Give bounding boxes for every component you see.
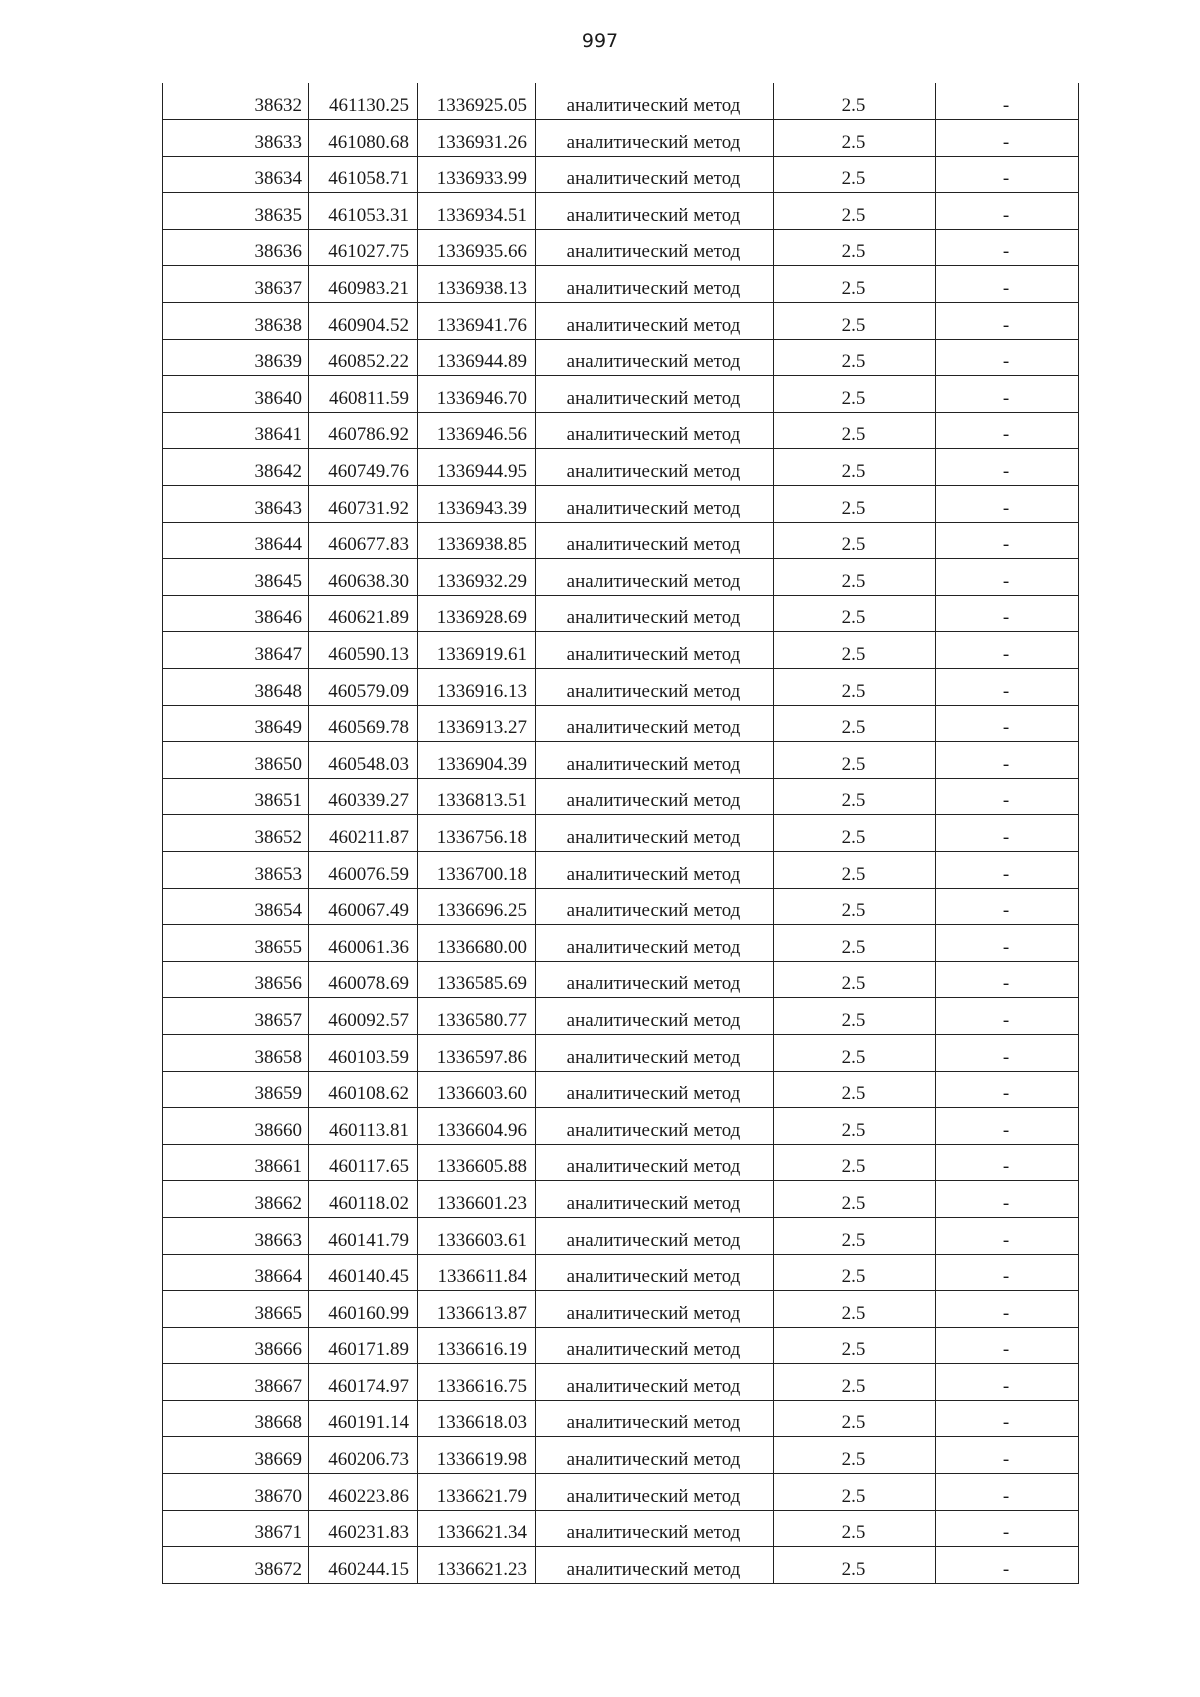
note-cell: - [936, 669, 1079, 706]
method-cell: аналитический метод [536, 1217, 774, 1254]
y-coordinate-cell: 1336916.13 [418, 669, 536, 706]
method-cell: аналитический метод [536, 705, 774, 742]
y-coordinate-cell: 1336913.27 [418, 705, 536, 742]
note-cell: - [936, 925, 1079, 962]
y-coordinate-cell: 1336613.87 [418, 1291, 536, 1328]
table-row [163, 339, 1079, 376]
accuracy-cell: 2.5 [774, 1108, 936, 1145]
x-coordinate-cell: 460223.86 [309, 1474, 418, 1511]
y-coordinate-cell: 1336756.18 [418, 815, 536, 852]
method-cell: аналитический метод [536, 486, 774, 523]
point-number-cell: 38642 [163, 449, 309, 486]
table-row [163, 266, 1079, 303]
method-cell: аналитический метод [536, 266, 774, 303]
point-number-cell: 38652 [163, 815, 309, 852]
y-coordinate-cell: 1336619.98 [418, 1437, 536, 1474]
y-coordinate-cell: 1336603.60 [418, 1071, 536, 1108]
table-row [163, 1108, 1079, 1145]
accuracy-cell: 2.5 [774, 1071, 936, 1108]
point-number-cell: 38645 [163, 559, 309, 596]
x-coordinate-cell: 460078.69 [309, 961, 418, 998]
x-coordinate-cell: 460786.92 [309, 412, 418, 449]
note-cell: - [936, 961, 1079, 998]
method-cell: аналитический метод [536, 1364, 774, 1401]
table-row [163, 705, 1079, 742]
x-coordinate-cell: 460244.15 [309, 1547, 418, 1584]
x-coordinate-cell: 460231.83 [309, 1510, 418, 1547]
table-row [163, 998, 1079, 1035]
table-row [163, 193, 1079, 230]
accuracy-cell: 2.5 [774, 412, 936, 449]
point-number-cell: 38658 [163, 1034, 309, 1071]
table-row [163, 778, 1079, 815]
note-cell: - [936, 1510, 1079, 1547]
note-cell: - [936, 449, 1079, 486]
point-number-cell: 38637 [163, 266, 309, 303]
accuracy-cell: 2.5 [774, 1034, 936, 1071]
point-number-cell: 38661 [163, 1144, 309, 1181]
y-coordinate-cell: 1336585.69 [418, 961, 536, 998]
x-coordinate-cell: 460171.89 [309, 1327, 418, 1364]
point-number-cell: 38657 [163, 998, 309, 1035]
y-coordinate-cell: 1336919.61 [418, 632, 536, 669]
accuracy-cell: 2.5 [774, 742, 936, 779]
point-number-cell: 38662 [163, 1181, 309, 1218]
accuracy-cell: 2.5 [774, 120, 936, 157]
y-coordinate-cell: 1336943.39 [418, 486, 536, 523]
point-number-cell: 38646 [163, 595, 309, 632]
coordinates-table [162, 83, 1079, 1584]
y-coordinate-cell: 1336611.84 [418, 1254, 536, 1291]
y-coordinate-cell: 1336938.85 [418, 522, 536, 559]
accuracy-cell: 2.5 [774, 156, 936, 193]
method-cell: аналитический метод [536, 1034, 774, 1071]
note-cell: - [936, 1437, 1079, 1474]
method-cell: аналитический метод [536, 229, 774, 266]
note-cell: - [936, 1327, 1079, 1364]
note-cell: - [936, 193, 1079, 230]
y-coordinate-cell: 1336603.61 [418, 1217, 536, 1254]
accuracy-cell: 2.5 [774, 1547, 936, 1584]
note-cell: - [936, 1291, 1079, 1328]
method-cell: аналитический метод [536, 376, 774, 413]
point-number-cell: 38656 [163, 961, 309, 998]
table-row [163, 1071, 1079, 1108]
note-cell: - [936, 705, 1079, 742]
note-cell: - [936, 83, 1079, 120]
y-coordinate-cell: 1336696.25 [418, 888, 536, 925]
method-cell: аналитический метод [536, 742, 774, 779]
x-coordinate-cell: 460067.49 [309, 888, 418, 925]
y-coordinate-cell: 1336621.23 [418, 1547, 536, 1584]
point-number-cell: 38671 [163, 1510, 309, 1547]
y-coordinate-cell: 1336935.66 [418, 229, 536, 266]
table-row [163, 1254, 1079, 1291]
point-number-cell: 38644 [163, 522, 309, 559]
accuracy-cell: 2.5 [774, 193, 936, 230]
method-cell: аналитический метод [536, 339, 774, 376]
x-coordinate-cell: 461130.25 [309, 83, 418, 120]
method-cell: аналитический метод [536, 669, 774, 706]
note-cell: - [936, 1217, 1079, 1254]
table-body [163, 83, 1079, 1583]
table-row [163, 1144, 1079, 1181]
table-row [163, 229, 1079, 266]
table-row [163, 632, 1079, 669]
method-cell: аналитический метод [536, 522, 774, 559]
method-cell: аналитический метод [536, 1254, 774, 1291]
accuracy-cell: 2.5 [774, 1364, 936, 1401]
table-row [163, 1510, 1079, 1547]
x-coordinate-cell: 460983.21 [309, 266, 418, 303]
note-cell: - [936, 1364, 1079, 1401]
x-coordinate-cell: 460590.13 [309, 632, 418, 669]
point-number-cell: 38635 [163, 193, 309, 230]
accuracy-cell: 2.5 [774, 1217, 936, 1254]
accuracy-cell: 2.5 [774, 1254, 936, 1291]
point-number-cell: 38638 [163, 303, 309, 340]
accuracy-cell: 2.5 [774, 1400, 936, 1437]
accuracy-cell: 2.5 [774, 449, 936, 486]
y-coordinate-cell: 1336621.34 [418, 1510, 536, 1547]
method-cell: аналитический метод [536, 1108, 774, 1145]
table-row [163, 1547, 1079, 1584]
table-row [163, 1437, 1079, 1474]
table-row [163, 851, 1079, 888]
method-cell: аналитический метод [536, 1474, 774, 1511]
y-coordinate-cell: 1336680.00 [418, 925, 536, 962]
method-cell: аналитический метод [536, 1400, 774, 1437]
x-coordinate-cell: 460339.27 [309, 778, 418, 815]
point-number-cell: 38643 [163, 486, 309, 523]
x-coordinate-cell: 460731.92 [309, 486, 418, 523]
point-number-cell: 38632 [163, 83, 309, 120]
accuracy-cell: 2.5 [774, 1474, 936, 1511]
y-coordinate-cell: 1336934.51 [418, 193, 536, 230]
accuracy-cell: 2.5 [774, 1181, 936, 1218]
y-coordinate-cell: 1336601.23 [418, 1181, 536, 1218]
table-row [163, 120, 1079, 157]
point-number-cell: 38649 [163, 705, 309, 742]
method-cell: аналитический метод [536, 1510, 774, 1547]
accuracy-cell: 2.5 [774, 778, 936, 815]
table-row [163, 522, 1079, 559]
page-number: 997 [581, 30, 619, 52]
note-cell: - [936, 1474, 1079, 1511]
note-cell: - [936, 559, 1079, 596]
note-cell: - [936, 229, 1079, 266]
x-coordinate-cell: 460191.14 [309, 1400, 418, 1437]
y-coordinate-cell: 1336605.88 [418, 1144, 536, 1181]
table-row [163, 1327, 1079, 1364]
accuracy-cell: 2.5 [774, 229, 936, 266]
method-cell: аналитический метод [536, 815, 774, 852]
x-coordinate-cell: 460638.30 [309, 559, 418, 596]
note-cell: - [936, 815, 1079, 852]
method-cell: аналитический метод [536, 925, 774, 962]
note-cell: - [936, 1071, 1079, 1108]
method-cell: аналитический метод [536, 888, 774, 925]
x-coordinate-cell: 460749.76 [309, 449, 418, 486]
point-number-cell: 38659 [163, 1071, 309, 1108]
point-number-cell: 38668 [163, 1400, 309, 1437]
accuracy-cell: 2.5 [774, 376, 936, 413]
y-coordinate-cell: 1336616.19 [418, 1327, 536, 1364]
x-coordinate-cell: 461053.31 [309, 193, 418, 230]
method-cell: аналитический метод [536, 1327, 774, 1364]
table-row [163, 1217, 1079, 1254]
note-cell: - [936, 120, 1079, 157]
x-coordinate-cell: 460160.99 [309, 1291, 418, 1328]
point-number-cell: 38672 [163, 1547, 309, 1584]
method-cell: аналитический метод [536, 1291, 774, 1328]
y-coordinate-cell: 1336618.03 [418, 1400, 536, 1437]
note-cell: - [936, 266, 1079, 303]
point-number-cell: 38650 [163, 742, 309, 779]
x-coordinate-cell: 460548.03 [309, 742, 418, 779]
note-cell: - [936, 156, 1079, 193]
method-cell: аналитический метод [536, 303, 774, 340]
accuracy-cell: 2.5 [774, 1291, 936, 1328]
y-coordinate-cell: 1336946.56 [418, 412, 536, 449]
accuracy-cell: 2.5 [774, 1437, 936, 1474]
x-coordinate-cell: 460569.78 [309, 705, 418, 742]
note-cell: - [936, 1144, 1079, 1181]
x-coordinate-cell: 460061.36 [309, 925, 418, 962]
y-coordinate-cell: 1336925.05 [418, 83, 536, 120]
x-coordinate-cell: 460211.87 [309, 815, 418, 852]
table-row [163, 1364, 1079, 1401]
accuracy-cell: 2.5 [774, 851, 936, 888]
table-row [163, 1291, 1079, 1328]
accuracy-cell: 2.5 [774, 595, 936, 632]
y-coordinate-cell: 1336904.39 [418, 742, 536, 779]
y-coordinate-cell: 1336813.51 [418, 778, 536, 815]
point-number-cell: 38647 [163, 632, 309, 669]
method-cell: аналитический метод [536, 412, 774, 449]
x-coordinate-cell: 460852.22 [309, 339, 418, 376]
note-cell: - [936, 1034, 1079, 1071]
x-coordinate-cell: 460108.62 [309, 1071, 418, 1108]
x-coordinate-cell: 460904.52 [309, 303, 418, 340]
point-number-cell: 38660 [163, 1108, 309, 1145]
accuracy-cell: 2.5 [774, 998, 936, 1035]
note-cell: - [936, 1400, 1079, 1437]
table-row [163, 888, 1079, 925]
table-row [163, 1034, 1079, 1071]
table-row [163, 559, 1079, 596]
table-row [163, 156, 1079, 193]
accuracy-cell: 2.5 [774, 83, 936, 120]
table-row [163, 376, 1079, 413]
note-cell: - [936, 1547, 1079, 1584]
point-number-cell: 38648 [163, 669, 309, 706]
point-number-cell: 38651 [163, 778, 309, 815]
point-number-cell: 38639 [163, 339, 309, 376]
x-coordinate-cell: 460076.59 [309, 851, 418, 888]
note-cell: - [936, 376, 1079, 413]
accuracy-cell: 2.5 [774, 303, 936, 340]
table-row [163, 412, 1079, 449]
accuracy-cell: 2.5 [774, 559, 936, 596]
accuracy-cell: 2.5 [774, 925, 936, 962]
method-cell: аналитический метод [536, 1437, 774, 1474]
y-coordinate-cell: 1336616.75 [418, 1364, 536, 1401]
table-row [163, 595, 1079, 632]
x-coordinate-cell: 460117.65 [309, 1144, 418, 1181]
note-cell: - [936, 486, 1079, 523]
table-row [163, 1474, 1079, 1511]
table-row [163, 1181, 1079, 1218]
y-coordinate-cell: 1336938.13 [418, 266, 536, 303]
method-cell: аналитический метод [536, 1071, 774, 1108]
method-cell: аналитический метод [536, 778, 774, 815]
point-number-cell: 38669 [163, 1437, 309, 1474]
y-coordinate-cell: 1336580.77 [418, 998, 536, 1035]
accuracy-cell: 2.5 [774, 1144, 936, 1181]
x-coordinate-cell: 460118.02 [309, 1181, 418, 1218]
method-cell: аналитический метод [536, 632, 774, 669]
table-row [163, 925, 1079, 962]
method-cell: аналитический метод [536, 1547, 774, 1584]
y-coordinate-cell: 1336944.89 [418, 339, 536, 376]
y-coordinate-cell: 1336621.79 [418, 1474, 536, 1511]
note-cell: - [936, 888, 1079, 925]
y-coordinate-cell: 1336941.76 [418, 303, 536, 340]
method-cell: аналитический метод [536, 193, 774, 230]
y-coordinate-cell: 1336944.95 [418, 449, 536, 486]
point-number-cell: 38653 [163, 851, 309, 888]
note-cell: - [936, 1181, 1079, 1218]
point-number-cell: 38664 [163, 1254, 309, 1291]
method-cell: аналитический метод [536, 156, 774, 193]
method-cell: аналитический метод [536, 595, 774, 632]
note-cell: - [936, 778, 1079, 815]
note-cell: - [936, 303, 1079, 340]
accuracy-cell: 2.5 [774, 266, 936, 303]
y-coordinate-cell: 1336700.18 [418, 851, 536, 888]
x-coordinate-cell: 460621.89 [309, 595, 418, 632]
x-coordinate-cell: 461080.68 [309, 120, 418, 157]
table-row [163, 742, 1079, 779]
x-coordinate-cell: 460140.45 [309, 1254, 418, 1291]
accuracy-cell: 2.5 [774, 961, 936, 998]
method-cell: аналитический метод [536, 851, 774, 888]
accuracy-cell: 2.5 [774, 815, 936, 852]
point-number-cell: 38634 [163, 156, 309, 193]
point-number-cell: 38655 [163, 925, 309, 962]
table-row [163, 961, 1079, 998]
table-row [163, 669, 1079, 706]
table-row [163, 449, 1079, 486]
x-coordinate-cell: 460677.83 [309, 522, 418, 559]
y-coordinate-cell: 1336604.96 [418, 1108, 536, 1145]
note-cell: - [936, 1108, 1079, 1145]
table-row [163, 303, 1079, 340]
table-row [163, 486, 1079, 523]
y-coordinate-cell: 1336946.70 [418, 376, 536, 413]
y-coordinate-cell: 1336931.26 [418, 120, 536, 157]
point-number-cell: 38654 [163, 888, 309, 925]
point-number-cell: 38666 [163, 1327, 309, 1364]
note-cell: - [936, 998, 1079, 1035]
note-cell: - [936, 522, 1079, 559]
method-cell: аналитический метод [536, 1144, 774, 1181]
accuracy-cell: 2.5 [774, 339, 936, 376]
accuracy-cell: 2.5 [774, 632, 936, 669]
x-coordinate-cell: 461058.71 [309, 156, 418, 193]
x-coordinate-cell: 461027.75 [309, 229, 418, 266]
point-number-cell: 38667 [163, 1364, 309, 1401]
accuracy-cell: 2.5 [774, 669, 936, 706]
note-cell: - [936, 632, 1079, 669]
method-cell: аналитический метод [536, 120, 774, 157]
accuracy-cell: 2.5 [774, 486, 936, 523]
accuracy-cell: 2.5 [774, 705, 936, 742]
accuracy-cell: 2.5 [774, 1327, 936, 1364]
method-cell: аналитический метод [536, 961, 774, 998]
method-cell: аналитический метод [536, 1181, 774, 1218]
table-row [163, 83, 1079, 120]
coordinates-table-wrapper [162, 83, 1078, 1584]
method-cell: аналитический метод [536, 83, 774, 120]
point-number-cell: 38663 [163, 1217, 309, 1254]
point-number-cell: 38670 [163, 1474, 309, 1511]
note-cell: - [936, 595, 1079, 632]
note-cell: - [936, 742, 1079, 779]
accuracy-cell: 2.5 [774, 522, 936, 559]
point-number-cell: 38633 [163, 120, 309, 157]
x-coordinate-cell: 460113.81 [309, 1108, 418, 1145]
method-cell: аналитический метод [536, 559, 774, 596]
x-coordinate-cell: 460092.57 [309, 998, 418, 1035]
table-row [163, 815, 1079, 852]
note-cell: - [936, 339, 1079, 376]
x-coordinate-cell: 460811.59 [309, 376, 418, 413]
method-cell: аналитический метод [536, 449, 774, 486]
x-coordinate-cell: 460579.09 [309, 669, 418, 706]
accuracy-cell: 2.5 [774, 1510, 936, 1547]
point-number-cell: 38636 [163, 229, 309, 266]
note-cell: - [936, 412, 1079, 449]
point-number-cell: 38640 [163, 376, 309, 413]
x-coordinate-cell: 460103.59 [309, 1034, 418, 1071]
x-coordinate-cell: 460206.73 [309, 1437, 418, 1474]
note-cell: - [936, 851, 1079, 888]
y-coordinate-cell: 1336933.99 [418, 156, 536, 193]
point-number-cell: 38665 [163, 1291, 309, 1328]
y-coordinate-cell: 1336597.86 [418, 1034, 536, 1071]
table-row [163, 1400, 1079, 1437]
x-coordinate-cell: 460174.97 [309, 1364, 418, 1401]
point-number-cell: 38641 [163, 412, 309, 449]
accuracy-cell: 2.5 [774, 888, 936, 925]
y-coordinate-cell: 1336928.69 [418, 595, 536, 632]
x-coordinate-cell: 460141.79 [309, 1217, 418, 1254]
method-cell: аналитический метод [536, 998, 774, 1035]
note-cell: - [936, 1254, 1079, 1291]
y-coordinate-cell: 1336932.29 [418, 559, 536, 596]
